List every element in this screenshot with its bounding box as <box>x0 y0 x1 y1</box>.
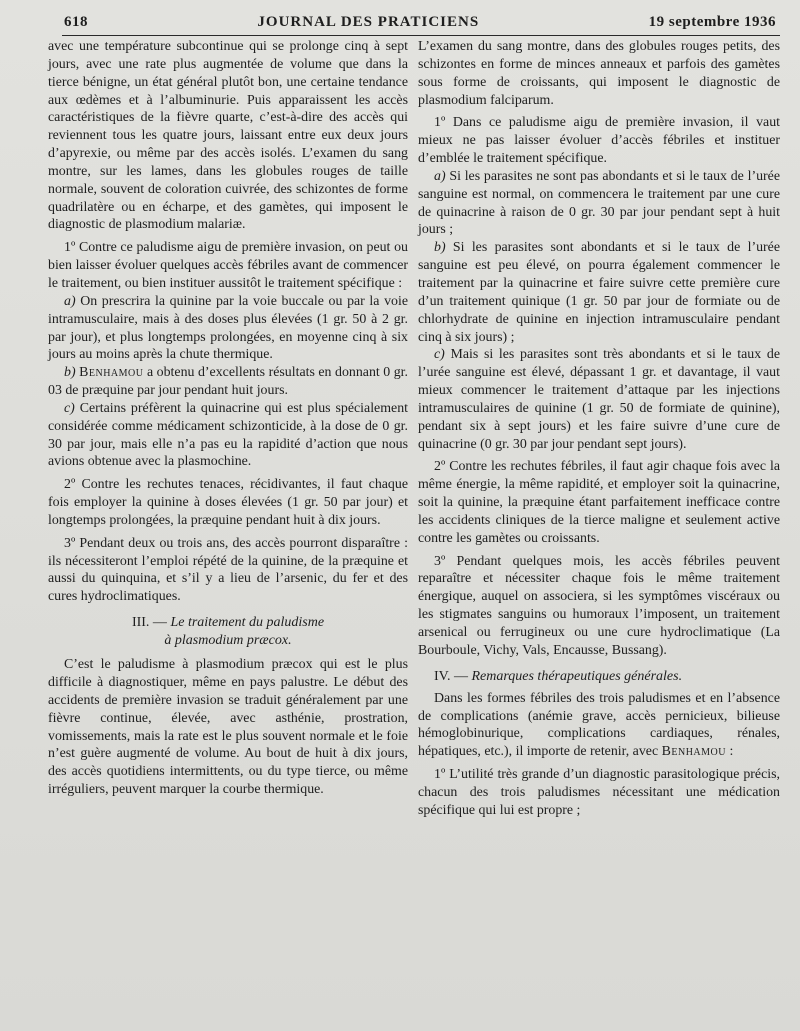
paragraph-text: Si les parasites ne sont pas abondants et si le taux de l’urée sanguine est normal, on commencera le traitement par une cure de quinacrine à raison de 0 gr. 30 par jour pendant sept à huit jours ; <box>418 168 780 238</box>
section-heading-4 <box>434 668 780 686</box>
item-letter: b) <box>434 240 446 256</box>
page-header <box>48 14 780 35</box>
paragraph <box>48 400 408 471</box>
paragraph-text: On prescrira la quinine par la voie buccale ou par la voie intramusculaire, mais à des doses plus élevées (1 gr. 50 à 2 gr. par jour), et plus longtemps prolongées, en moyenne cinq à six jours au moins après la chute thermique. <box>48 293 408 363</box>
paragraph: 2º Contre les rechutes tenaces, récidivantes, il faut chaque fois employer la quinine à doses élevées (1 gr. 50 par jour) et longtemps prolongées, la præquine pendant huit à dix jours. <box>48 477 408 528</box>
author-name: Benhamou <box>79 365 144 381</box>
header-rule <box>62 35 780 36</box>
author-name: Benhamou <box>661 744 726 760</box>
paragraph: avec une température subcontinue qui se prolonge cinq à sept jours, avec une rate plus augmentée de volume que dans la tierce bénigne, un état général plutôt bon, une certaine tendance aux œdèmes et à l’albuminurie. Puis apparaissent les accès caractéristiques de la fièvre quarte, c’est-à-dire des accès qui reviennent tous les quatre jours, laissant entre eux deux jours d’apyrexie, ou même par des accès isolés. L’examen du sang montre, sur les lames, dans les globules rouges de taille normale, souvent de coloration cuivrée, des schizontes de forme quadrilatère ou en écharpe, et des gamètes, qui imposent le diagnostic de plasmodium malariæ. <box>48 39 408 233</box>
right-column <box>418 38 780 820</box>
text-columns <box>48 38 780 820</box>
paragraph: 3º Pendant quelques mois, les accès fébriles peuvent reparaître et nécessiter chaque fois le même traitement énergique, auquel on associera, si les symptômes viscéraux ou les stigmates sanguins ou humoraux l’imposent, un traitement arsenical ou ferrugineux ou une cure hydroclimatique (La Bourboule, Vichy, Vals, Encausse, Bussang). <box>418 553 780 658</box>
paragraph: 2º Contre les rechutes fébriles, il faut agir chaque fois avec la même énergie, la même rapidité, et employer soit la quinacrine, soit la quinine, la præquine étant parfaitement inefficace contre les accidents cliniques de la tierce maligne et seulement active contre les gamètes ou croissants. <box>418 459 780 546</box>
paragraph: 1º L’utilité très grande d’un diagnostic parasitologique précis, chacun des trois paludismes nécessitant une médication spécifique qui lui est propre ; <box>418 767 780 818</box>
paragraph: 1º Contre ce paludisme aigu de première invasion, on peut ou bien laisser évoluer quelques accès fébriles avant de commencer le traitement, ou bien instituer aussitôt le traitement spécifique : <box>48 240 408 291</box>
heading-title-continued: à plasmodium præcox. <box>164 633 292 649</box>
page-number: 618 <box>64 14 88 30</box>
paragraph-text: Si les parasites sont abondants et si le taux de l’urée sanguine est peu élevé, on pourra également commencer le traitement par la quinacrine et faire suivre cette première cure d’un traitement quinique (1 gr. 50 par jour de formiate ou de chlorhydrate de quinine en injection intramusculaire pendant cinq à six jours) ; <box>418 240 780 345</box>
paragraph <box>418 346 780 453</box>
paragraph-text: : <box>725 744 734 760</box>
paragraph: 1º Dans ce paludisme aigu de première invasion, il vaut mieux ne pas laisser évoluer d’accès fébriles et instituer d’emblée le traitement spécifique. <box>418 115 780 167</box>
paragraph <box>418 168 780 239</box>
paragraph-text: Mais si les parasites sont très abondants et si le taux de l’urée sanguine est élevé, dépassant 1 gr. et davantage, il vaut mieux commencer le traitement d’attaque par les injections intramusculaires de quinine (1 gr. 50 de formiate de quinine), pendant six à sept jours) et les faire suivre d’une cure de quinacrine (0 gr. 30 par jour pendant sept jours). <box>418 347 780 452</box>
item-letter: a) <box>434 168 446 184</box>
issue-date: 19 septembre 1936 <box>648 14 776 30</box>
paragraph: C’est le paludisme à plasmodium præcox qui est le plus difficile à diagnostiquer, même en pays palustre. Le début des accidents de première invasion se traduit généralement par une fièvre continue, élevée, avec asthénie, prostration, vomissements, mais la rate est le plus souvent normale et le foie n’est guère augmenté de volume. Au bout de huit à dix jours, des accès quotidiens intermittents, ou du type tierce, ou même irréguliers, peuvent marquer la courbe thermique. <box>48 657 408 798</box>
paragraph: L’examen du sang montre, dans des globules rouges petits, des schizontes en forme de minces anneaux et parfois des gamètes sous forme de croissants, qui imposent le diagnostic de plasmodium falciparum. <box>418 39 780 108</box>
heading-number: IV. — <box>434 668 472 684</box>
paragraph-text: Dans les formes fébriles des trois paludismes et en l’absence de complications (anémie grave, accès pernicieux, bilieuse hémoglobinurique, complications cardiaques, rénales, hépatiques, etc.), il importe de retenir, avec <box>418 690 780 760</box>
heading-number: III. — <box>131 615 171 631</box>
heading-title: Le traitement du paludisme <box>170 615 325 631</box>
heading-title: Remarques thérapeutiques générales. <box>471 668 683 684</box>
paragraph: 3º Pendant deux ou trois ans, des accès pourront disparaître : ils nécessiteront l’emploi répété de la quinine, de la præquine et aussi du quinquina, et s’il y a lieu de l’arsenic, du fer et des cures hydroclimatiques. <box>48 535 408 605</box>
journal-title: JOURNAL DES PRATICIENS <box>257 14 480 30</box>
paragraph <box>48 364 408 400</box>
paragraph <box>48 293 408 364</box>
paragraph-text: Certains préfèrent la quinacrine qui est plus spécialement considérée comme médicament schizonticide, à la dose de 0 gr. 30 par jour, mais elle n’a pas eu la rapidité d’action que nous avions obtenue avec la plasmochine. <box>48 400 408 470</box>
paragraph <box>418 239 780 346</box>
paragraph-text: a obtenu d’excellents résultats en donnant 0 gr. 03 de præquine par jour pendant huit jours. <box>48 365 408 399</box>
item-letter: b) <box>64 365 76 381</box>
item-letter: c) <box>64 400 75 416</box>
left-column <box>48 38 408 820</box>
paragraph <box>418 690 780 761</box>
section-heading-3 <box>48 614 408 650</box>
item-letter: c) <box>434 347 445 363</box>
item-letter: a) <box>64 293 76 309</box>
